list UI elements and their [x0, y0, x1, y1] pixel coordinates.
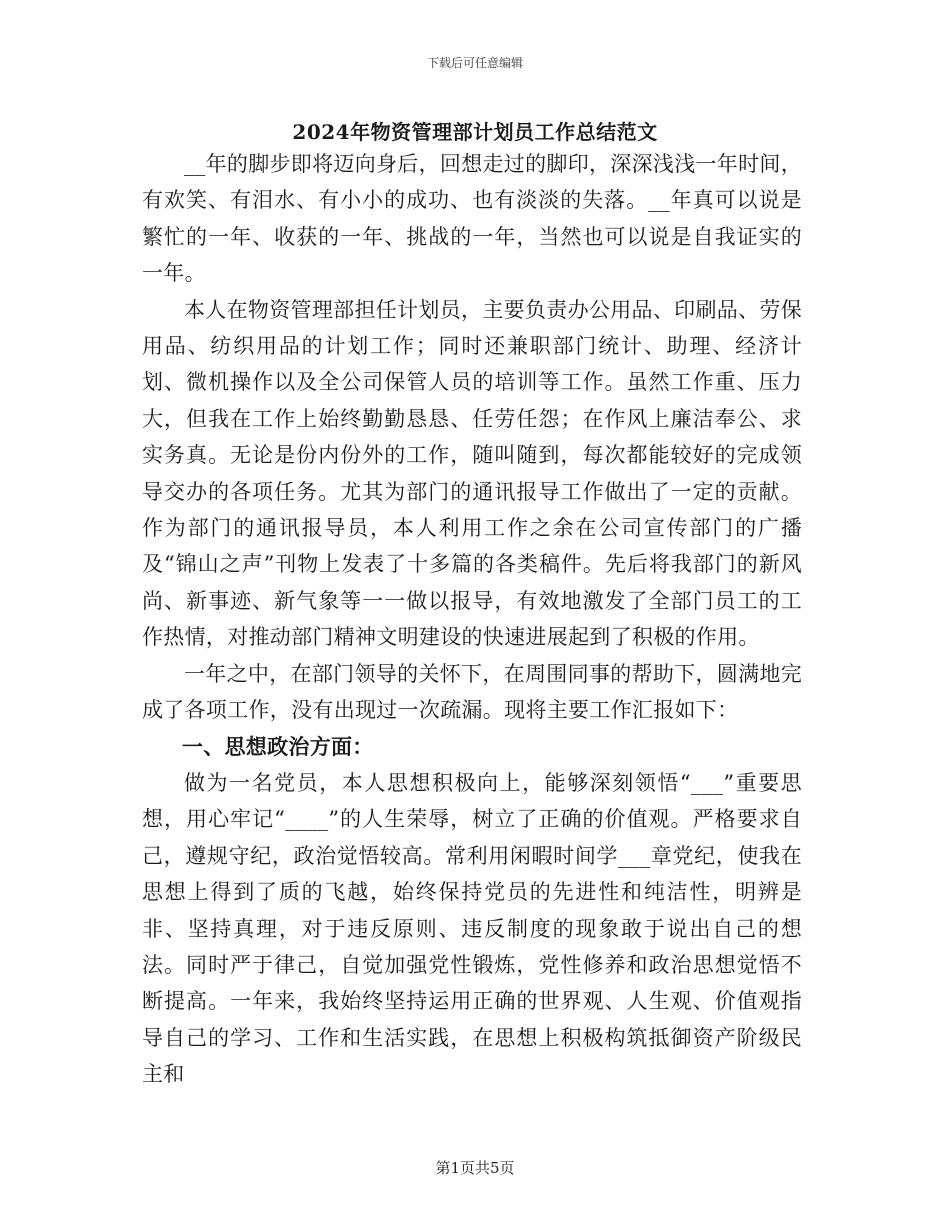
section-heading: 一、思想政治方面： [181, 733, 374, 759]
paragraph-political: 做为一名党员，本人思想积极向上，能够深刻领悟“___”重要思想，用心牢记“____”的人生荣辱，树立了正确的价值观。严格要求自己，遵规守纪，政治觉悟较高。常利用闲暇时间学___章党纪，使我在思想上得到了质的飞越，始终保持党员的先进性和纯洁性，明辨是非、坚持真理，对于违反原则、违反制度的现象敢于说出自己的想法。同时严于律己，自觉加强党性锻炼，党性修养和政治思想觉悟不断提高。一年来，我始终坚持运用正确的世界观、人生观、价值观指导自己的学习、工作和生活实践，在思想上积极构筑抵御资产阶级民主和 [142, 770, 802, 1087]
paragraph-duties: 本人在物资管理部担任计划员，主要负责办公用品、印刷品、劳保用品、纺织用品的计划工作；同时还兼职部门统计、助理、经济计划、微机操作以及全公司保管人员的培训等工作。虽然工作重、压力大，但我在工作上始终勤勤恳恳、任劳任怨；在作风上廉洁奉公、求实务真。无论是份内份外的工作，随叫随到，每次都能较好的完成领导交办的各项任务。尤其为部门的通讯报导工作做出了一定的贡献。作为部门的通讯报导员，本人利用工作之余在公司宣传部门的广播及“锦山之声”刊物上发表了十多篇的各类稿件。先后将我部门的新风尚、新事迹、新气象等一一做以报导，有效地激发了全部门员工的工作热情，对推动部门精神文明建设的快速进展起到了积极的作用。 [142, 297, 802, 650]
paragraph-summary: 一年之中，在部门领导的关怀下，在周围同事的帮助下，圆满地完成了各项工作，没有出现过一次疏漏。现将主要工作汇报如下： [142, 661, 802, 723]
document-body [142, 146, 802, 1093]
paragraph-intro: __年的脚步即将迈向身后，回想走过的脚印，深深浅浅一年时间，有欢笑、有泪水、有小小的成功、也有淡淡的失落。__年真可以说是繁忙的一年、收获的一年、挑战的一年，当然也可以说是自我证实的一年。 [142, 152, 802, 286]
document-title: 2024年物资管理部计划员工作总结范文 [292, 120, 658, 144]
page-footer: 第1页共5页 [435, 1159, 515, 1177]
header-note: 下载后可任意编辑 [426, 56, 523, 70]
